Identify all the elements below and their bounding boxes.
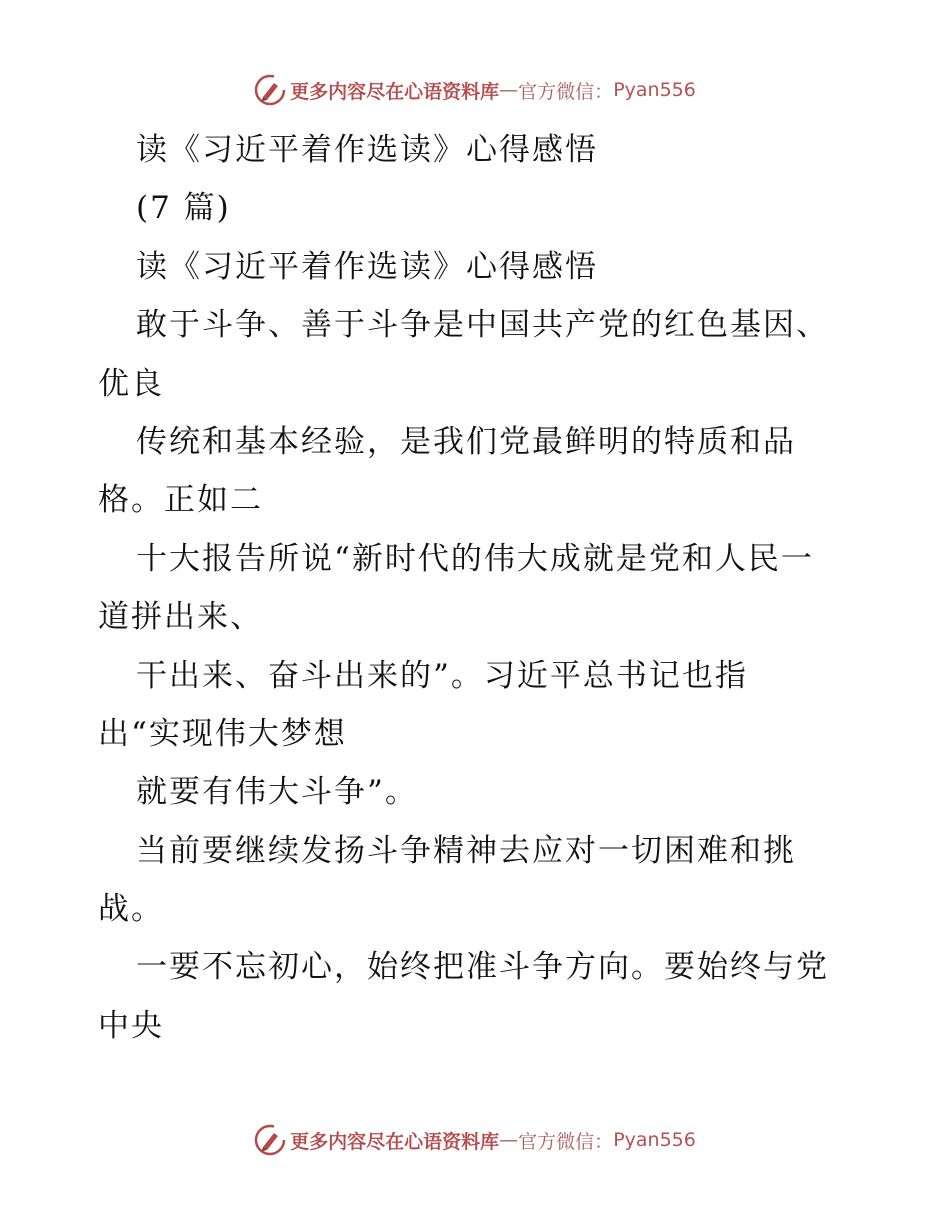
header-dash: —	[499, 79, 519, 101]
footer-watermark	[0, 1120, 950, 1160]
document-body	[98, 121, 878, 1055]
section-heading: 读《习近平着作选读》心得感悟	[136, 248, 598, 285]
pen-logo-icon	[254, 74, 286, 106]
header-wechat-label: 官方微信：	[518, 80, 614, 103]
header-wechat-id: Pyan556	[613, 79, 696, 101]
footer-dash: —	[499, 1129, 519, 1151]
paragraph-line: 中央	[98, 1007, 164, 1044]
footer-brand-text: 更多内容尽在心语资料库	[290, 1130, 500, 1153]
paragraph-line: 就要有伟大斗争”。	[136, 774, 418, 811]
document-title: 读《习近平着作选读》心得感悟	[136, 132, 598, 168]
document-subtitle: (7 篇)	[136, 190, 231, 227]
footer-wechat-label: 官方微信：	[518, 1130, 614, 1153]
paragraph-line: 十大报告所说“新时代的伟大成就是党和人民一	[136, 540, 814, 577]
paragraph-line: 出“实现伟大梦想	[98, 715, 347, 752]
paragraph-line: 敢于斗争、善于斗争是中国共产党的红色基因、	[136, 307, 829, 344]
footer-wechat-id: Pyan556	[613, 1129, 696, 1151]
paragraph-line: 一要不忘初心，始终把准斗争方向。要始终与党	[136, 949, 829, 986]
header-watermark	[0, 70, 950, 110]
paragraph-line: 干出来、奋斗出来的”。习近平总书记也指	[136, 657, 748, 694]
paragraph-line: 当前要继续发扬斗争精神去应对一切困难和挑	[136, 832, 796, 869]
paragraph-line: 传统和基本经验，是我们党最鲜明的特质和品	[136, 423, 796, 460]
paragraph-line: 格。正如二	[98, 482, 263, 519]
paragraph-line: 战。	[98, 891, 164, 928]
header-brand-text: 更多内容尽在心语资料库	[290, 80, 500, 103]
paragraph-line: 道拼出来、	[98, 599, 263, 636]
pen-logo-icon	[254, 1124, 286, 1156]
paragraph-line: 优良	[98, 365, 164, 402]
